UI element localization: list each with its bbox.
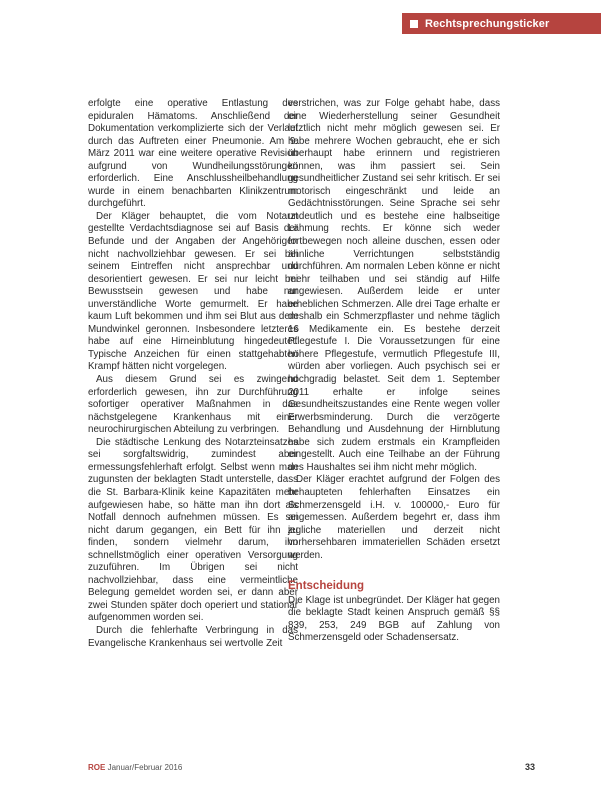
page-number: 33 bbox=[524, 762, 535, 772]
ticker-label: Rechtsprechungsticker bbox=[425, 17, 550, 30]
paragraph: erfolgte eine operative Entlastung des epiduralen Hämatoms. Anschließend der Dokumentation verkomplizierte sich der Verlauf durch das Auftreten einer Pneumonie. Am 9. März 2011 war eine weitere operative Revision aufgrund von Wundheilungsstörungen erforderlich. Eine Anschlussheilbehandlung wurde in einem benachbarten Klinikzentrum durchgeführt. bbox=[88, 98, 298, 210]
square-bullet-icon bbox=[410, 20, 418, 28]
paragraph: Die städtische Lenkung des Notarzteinsatzes sei sorgfaltswidrig, zumindest aber ermessungsfehlerhaft erfolgt. Selbst wenn man zugunsten der beklagten Stadt unterstelle, dass die St. Barbara-Klinik keine Kapazitäten mehr aufgewiesen habe, so hätte man ihn dort als Notfall dennoch aufnehmen müssen. Es sei nicht darum gegangen, ein Bett für ihn zu finden, sondern vielmehr darum, ihn schnellstmöglich einer operativen Versorgung zuzuführen. Im Übrigen sei nicht nachvollziehbar, dass eine vermeintliche Belegung gemeldet worden sei, er dann aber zwei Stunden später doch operiert und stationär aufgenommen worden sei. bbox=[88, 436, 298, 624]
footer-issue bbox=[88, 763, 182, 772]
page-footer bbox=[88, 760, 535, 774]
footer-brand: ROE bbox=[88, 762, 106, 772]
footer-issue-date: Januar/Februar 2016 bbox=[107, 762, 183, 772]
section-heading: Entscheidung bbox=[288, 580, 365, 593]
paragraph: Die Klage ist unbegründet. Der Kläger hat gegen die beklagte Stadt keinen Anspruch gemäß §§ 839, 253, 249 BGB auf Zahlung von Schmerzensgeld oder Schadensersatz. bbox=[288, 594, 500, 644]
paragraph: Durch die fehlerhafte Verbringung in das Evangelische Krankenhaus sei wertvolle Zeit bbox=[88, 624, 298, 649]
section-ticker-banner bbox=[402, 13, 601, 34]
paragraph: Der Kläger behauptet, die vom Notarzt gestellte Verdachtsdiagnose sei auf Basis der Befunde und der Angaben der Angehörigen nicht nachvollziehbar gewesen. Er sei bei seinem Eintreffen nicht ansprechbar und desorientiert gewesen. Er sei nur leicht bei Bewusstsein gewesen und habe nur unverständliche Worte gemurmelt. Er habe kaum Luft bekommen und ihm sei Blut aus dem Mundwinkel geronnen. Insbesondere letzteres habe auf eine Hirneinblutung hingedeutet. Typische Anzeichen für einen stattgehabten Krampf hätten nicht vorgelegen. bbox=[88, 210, 298, 373]
paragraph: Aus diesem Grund sei es zwingend erforderlich gewesen, ihn zur Durchführung sofortiger operativer Maßnahmen in das nächstgelegene Krankenhaus mit einer neurochirurgischen Abteilung zu verbringen. bbox=[88, 374, 298, 436]
paragraph: verstrichen, was zur Folge gehabt habe, dass eine Wiederherstellung seiner Gesundheit letztlich nicht mehr möglich gewesen sei. Er habe mehrere Wochen gebraucht, ehe er sich überhaupt habe erinnern und registrieren können, was ihm passiert sei. Sein gesundheitlicher Zustand sei sehr kritisch. Er sei motorisch eingeschränkt und leide an Gedächtnisstörungen. Seine Sprache sei sehr undeutlich und es bestehe eine halbseitige Lähmung rechts. Er könne sich weder fortbewegen noch alleine duschen, essen oder ähnliche Verrichtungen selbstständig durchführen. Am normalen Leben könne er nicht mehr teilhaben und sei ständig auf Hilfe angewiesen. Außerdem leide er unter erheblichen Schmerzen. Alle drei Tage erhalte er deshalb ein Schmerzpflaster und nehme täglich 16 Medikamente ein. Es bestehe derzeit Pflegestufe I. Die Voraussetzungen für eine höhere Pflegestufe, vermutlich Pflegestufe III, würden aber vorliegen. Auch psychisch sei er hochgradig belastet. Seit dem 1. September 2011 erhalte er infolge seines Gesundheitszustandes eine Rente wegen voller Erwerbsminderung. Durch die verzögerte Behandlung und Ausdehnung der Hirnblutung habe sich zudem erstmals ein Krampfleiden eingestellt. Auch eine Teilhabe an der Führung des Haushaltes sei ihm nicht mehr möglich. bbox=[288, 98, 500, 473]
right-text-column bbox=[288, 98, 500, 645]
left-text-column bbox=[88, 98, 298, 650]
paragraph: Der Kläger erachtet aufgrund der Folgen des behaupteten fehlerhaften Einsatzes ein Schmerzensgeld i.H. v. 100000,- Euro für angemessen. Außerdem begehrt er, dass ihm jegliche materiellen und derzeit nicht vorhersehbaren immateriellen Schäden ersetzt werden. bbox=[288, 474, 500, 561]
